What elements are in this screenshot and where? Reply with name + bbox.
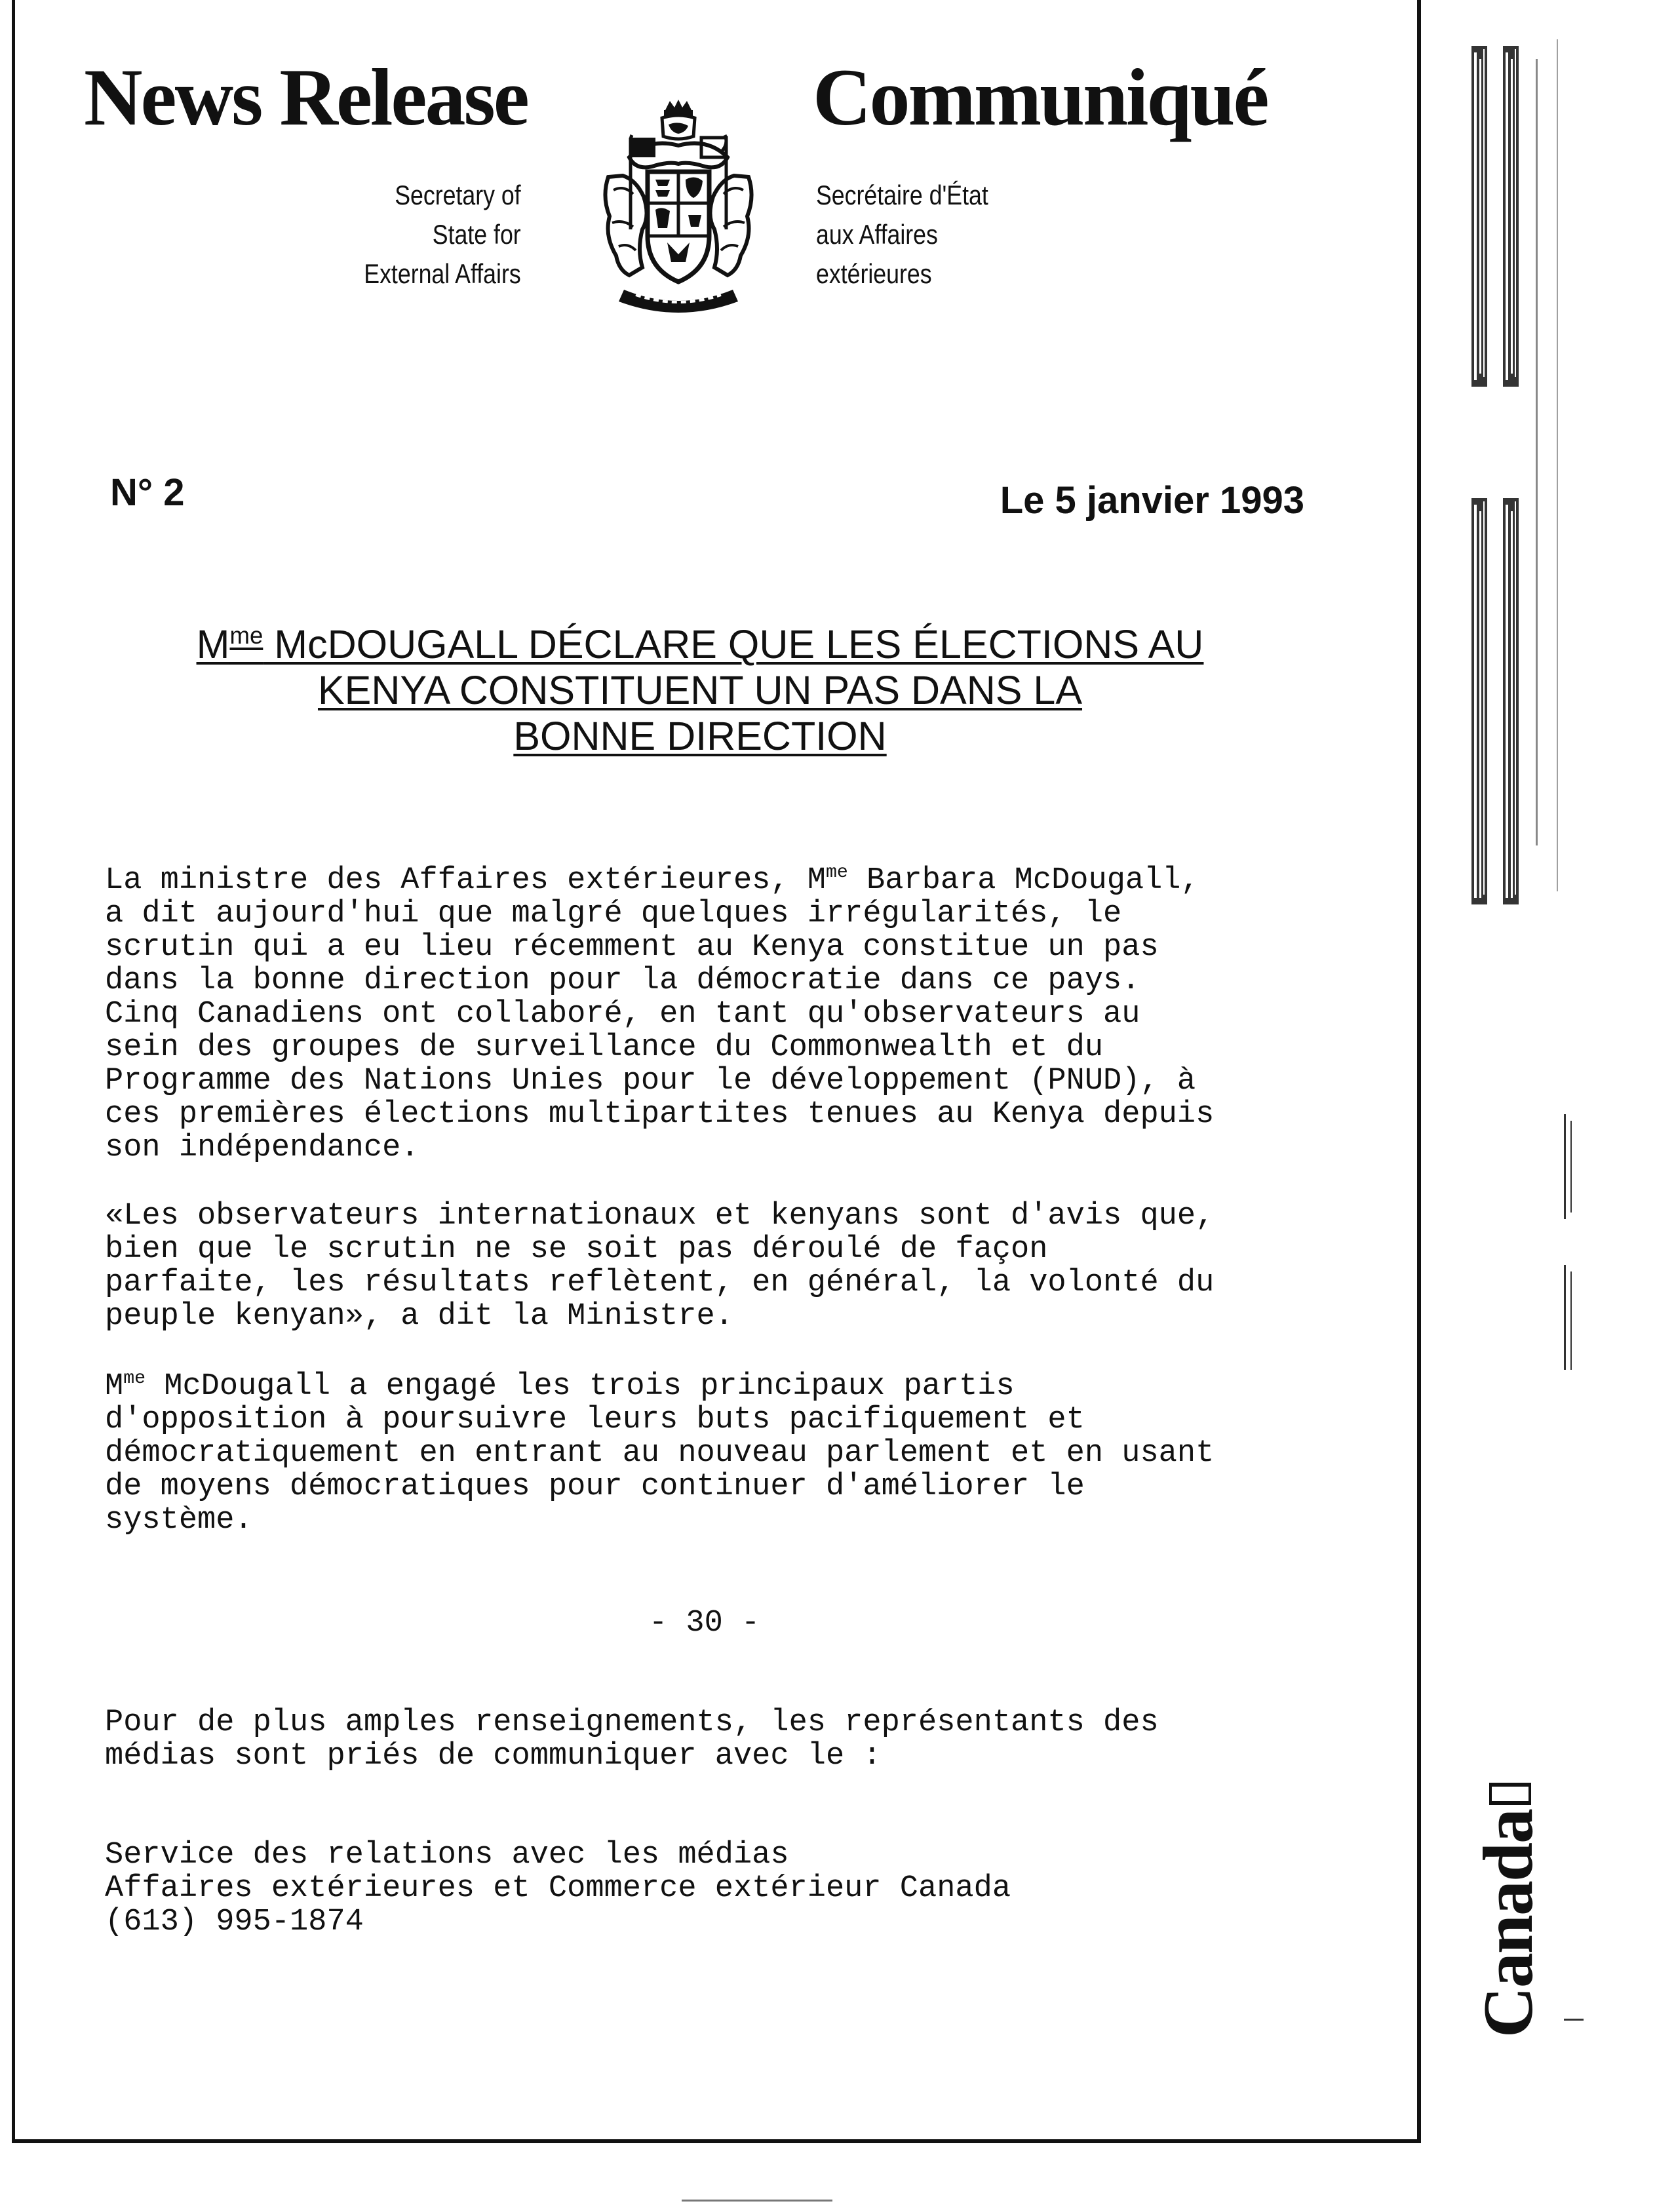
contact-service: Service des relations avec les médias	[105, 1838, 789, 1872]
contact-intro	[105, 1706, 1337, 1773]
department-name-en	[364, 176, 521, 294]
para3-line1-a: M	[105, 1369, 124, 1404]
coat-of-arms-icon	[590, 98, 767, 321]
headline-line-2-text: KENYA CONSTITUENT UN PAS DANS LA	[317, 668, 1083, 712]
scanned-margin-strip	[1445, 39, 1576, 931]
dept-fr-line: extérieures	[816, 258, 932, 289]
headline-line-3	[110, 713, 1290, 759]
contact-department: Affaires extérieures et Commerce extérieur Canada	[105, 1871, 1011, 1906]
headline-rest: McDOUGALL DÉCLARE QUE LES ÉLECTIONS AU	[263, 622, 1204, 667]
canada-wordmark	[1463, 1763, 1555, 2084]
paragraph-line: sein des groupes de surveillance du Commonwealth et du	[105, 1030, 1104, 1065]
paragraph-line: bien que le scrutin ne se soit pas déroulé de façon	[105, 1232, 1048, 1267]
end-mark: - 30 -	[649, 1606, 760, 1640]
contact-phone: (613) 995-1874	[105, 1905, 364, 1939]
paragraph-line	[105, 864, 1337, 897]
paragraph-line: scrutin qui a eu lieu récemment au Kenya constitue un pas	[105, 930, 1159, 965]
communique-title: Communiqué	[813, 52, 1268, 142]
dept-en-line: External Affairs	[364, 258, 521, 289]
canada-flag-icon	[1489, 1783, 1531, 1805]
paragraph-line: dans la bonne direction pour la démocratie dans ce pays.	[105, 963, 1140, 998]
paragraph-line: son indépendance.	[105, 1131, 419, 1165]
contact-intro-line: Pour de plus amples renseignements, les représentants des	[105, 1705, 1159, 1740]
canada-wordmark-text: Canada	[1470, 1809, 1548, 2038]
contact-block	[105, 1838, 1337, 1939]
dept-en-line: Secretary of	[395, 180, 521, 210]
department-name-fr	[816, 176, 988, 294]
headline-line-2	[110, 667, 1290, 713]
paragraph-line: parfaite, les résultats reflètent, en général, la volonté du	[105, 1266, 1215, 1300]
paragraph-3	[105, 1370, 1337, 1537]
paragraph-line: peuple kenyan», a dit la Ministre.	[105, 1299, 733, 1334]
release-date: Le 5 janvier 1993	[1000, 479, 1304, 522]
para1-superscript: me	[825, 863, 848, 883]
paragraph-line: démocratiquement en entrant au nouveau parlement et en usant	[105, 1436, 1215, 1471]
contact-intro-line: médias sont priés de communiquer avec le :	[105, 1739, 882, 1774]
headline-prefix: M	[196, 622, 230, 667]
paragraph-line	[105, 1370, 1337, 1403]
dept-fr-line: Secrétaire d'État	[816, 180, 988, 210]
paragraph-line: «Les observateurs internationaux et kenyans sont d'avis que,	[105, 1199, 1215, 1233]
paragraph-1	[105, 864, 1337, 1165]
headline	[110, 621, 1290, 759]
paragraph-2	[105, 1199, 1337, 1333]
paragraph-line: de moyens démocratiques pour continuer d'améliorer le	[105, 1469, 1085, 1504]
headline-line-1	[110, 621, 1290, 667]
para1-line1-a: La ministre des Affaires extérieures, M	[105, 863, 826, 898]
paragraph-line: Cinq Canadiens ont collaboré, en tant qu'observateurs au	[105, 997, 1140, 1032]
para3-line1-b: McDougall a engagé les trois principaux partis	[146, 1369, 1015, 1404]
dept-en-line: State for	[433, 219, 521, 250]
paragraph-line: ces premières élections multipartites tenues au Kenya depuis	[105, 1097, 1215, 1132]
headline-superscript: me	[229, 622, 263, 650]
scan-bottom-line	[682, 2200, 832, 2202]
para3-superscript: me	[123, 1368, 146, 1389]
paragraph-line: système.	[105, 1503, 253, 1538]
headline-line-1-text	[197, 622, 1204, 667]
dept-fr-line: aux Affaires	[816, 219, 938, 250]
para1-line1-b: Barbara McDougall,	[847, 863, 1199, 898]
paragraph-line: a dit aujourd'hui que malgré quelques irrégularités, le	[105, 897, 1122, 931]
news-release-title: News Release	[84, 52, 528, 142]
paragraph-line: d'opposition à poursuivre leurs buts pacifiquement et	[105, 1403, 1085, 1437]
headline-line-3-text: BONNE DIRECTION	[513, 714, 887, 758]
paragraph-line: Programme des Nations Unies pour le développement (PNUD), à	[105, 1064, 1196, 1098]
release-number: N° 2	[110, 471, 185, 514]
